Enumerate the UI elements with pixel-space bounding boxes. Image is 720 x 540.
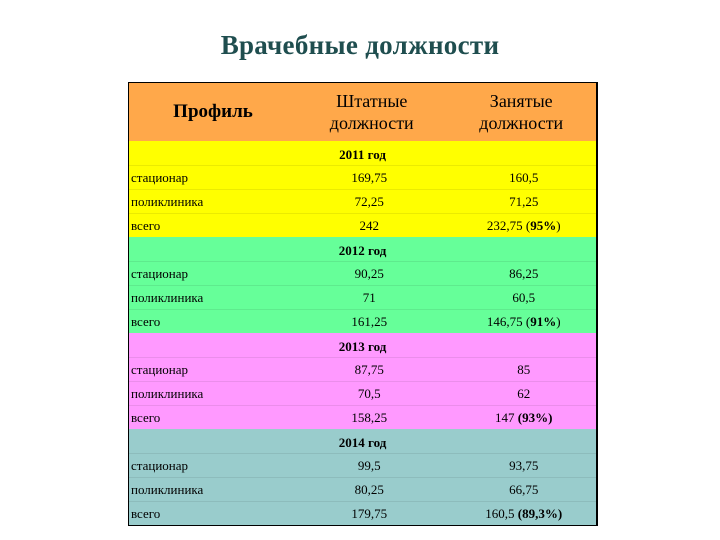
row-label: стационар	[131, 265, 189, 281]
table-header	[129, 83, 598, 141]
row-label: поликлиника	[131, 481, 204, 497]
row-label: поликлиника	[131, 193, 204, 209]
table-row	[129, 405, 596, 429]
header-occupied-positions	[447, 83, 597, 141]
table-row	[129, 285, 596, 309]
occupied-value: 147 (93%)	[495, 409, 553, 425]
table-row	[129, 477, 596, 501]
occupied-value: 62	[517, 385, 531, 401]
header-profile: Профиль	[173, 101, 253, 122]
year-label: 2012 год	[338, 243, 387, 258]
table-row	[129, 381, 596, 405]
percent-value: (89,3%)	[517, 505, 563, 521]
section-2014	[129, 429, 598, 526]
year-label: 2014 год	[338, 435, 387, 450]
staff-value: 71	[362, 289, 376, 305]
table-row	[129, 309, 596, 333]
staff-value: 70,5	[357, 385, 381, 401]
staff-value: 169,75	[351, 169, 388, 185]
section-2012	[129, 237, 598, 333]
page-title: Врачебные должности	[220, 30, 500, 60]
staff-value: 90,25	[354, 265, 384, 281]
header-staff-positions	[297, 83, 447, 141]
occupied-value: 93,75	[509, 457, 539, 473]
year-label: 2013 год	[338, 339, 387, 354]
year-label: 2011 год	[339, 147, 386, 162]
percent-value: 95%	[530, 217, 557, 233]
row-label: всего	[131, 313, 161, 329]
staff-value: 87,75	[354, 361, 384, 377]
occupied-value: 160,5 (89,3%)	[485, 505, 563, 521]
occupied-value: 66,75	[509, 481, 539, 497]
section-2011	[129, 141, 598, 237]
row-label: поликлиника	[131, 385, 204, 401]
table-row	[129, 357, 596, 381]
header-staff-line1: Штатные	[336, 91, 408, 111]
staff-value: 72,25	[354, 193, 384, 209]
staff-value: 179,75	[351, 505, 388, 521]
staff-value: 80,25	[354, 481, 384, 497]
table-row	[129, 501, 596, 526]
staff-value: 161,25	[351, 313, 388, 329]
staff-value: 158,25	[351, 409, 388, 425]
occupied-value: 60,5	[512, 289, 536, 305]
occupied-value: 85	[517, 361, 531, 377]
row-label: стационар	[131, 361, 189, 377]
row-label: поликлиника	[131, 289, 204, 305]
table-row	[129, 189, 596, 213]
header-staff-line2: должности	[329, 113, 414, 133]
staff-value: 242	[359, 217, 379, 233]
row-label: всего	[131, 505, 161, 521]
table-row	[129, 453, 596, 477]
table-row	[129, 213, 596, 237]
staff-value: 99,5	[357, 457, 381, 473]
occupied-value: 146,75 (91%)	[486, 313, 561, 329]
row-label: стационар	[131, 169, 189, 185]
occupied-value: 160,5	[509, 169, 539, 185]
section-2013	[129, 333, 598, 429]
occupied-value: 86,25	[509, 265, 539, 281]
header-occupied-line2: должности	[479, 113, 564, 133]
table-row	[129, 165, 596, 189]
positions-table	[128, 82, 598, 526]
occupied-value: 71,25	[509, 193, 539, 209]
row-label: стационар	[131, 457, 189, 473]
percent-value: (93%)	[517, 409, 553, 425]
table-row	[129, 261, 596, 285]
percent-value: 91%	[530, 313, 557, 329]
row-label: всего	[131, 409, 161, 425]
header-occupied-line1: Занятые	[489, 91, 553, 111]
row-label: всего	[131, 217, 161, 233]
occupied-value: 232,75 (95%)	[486, 217, 561, 233]
